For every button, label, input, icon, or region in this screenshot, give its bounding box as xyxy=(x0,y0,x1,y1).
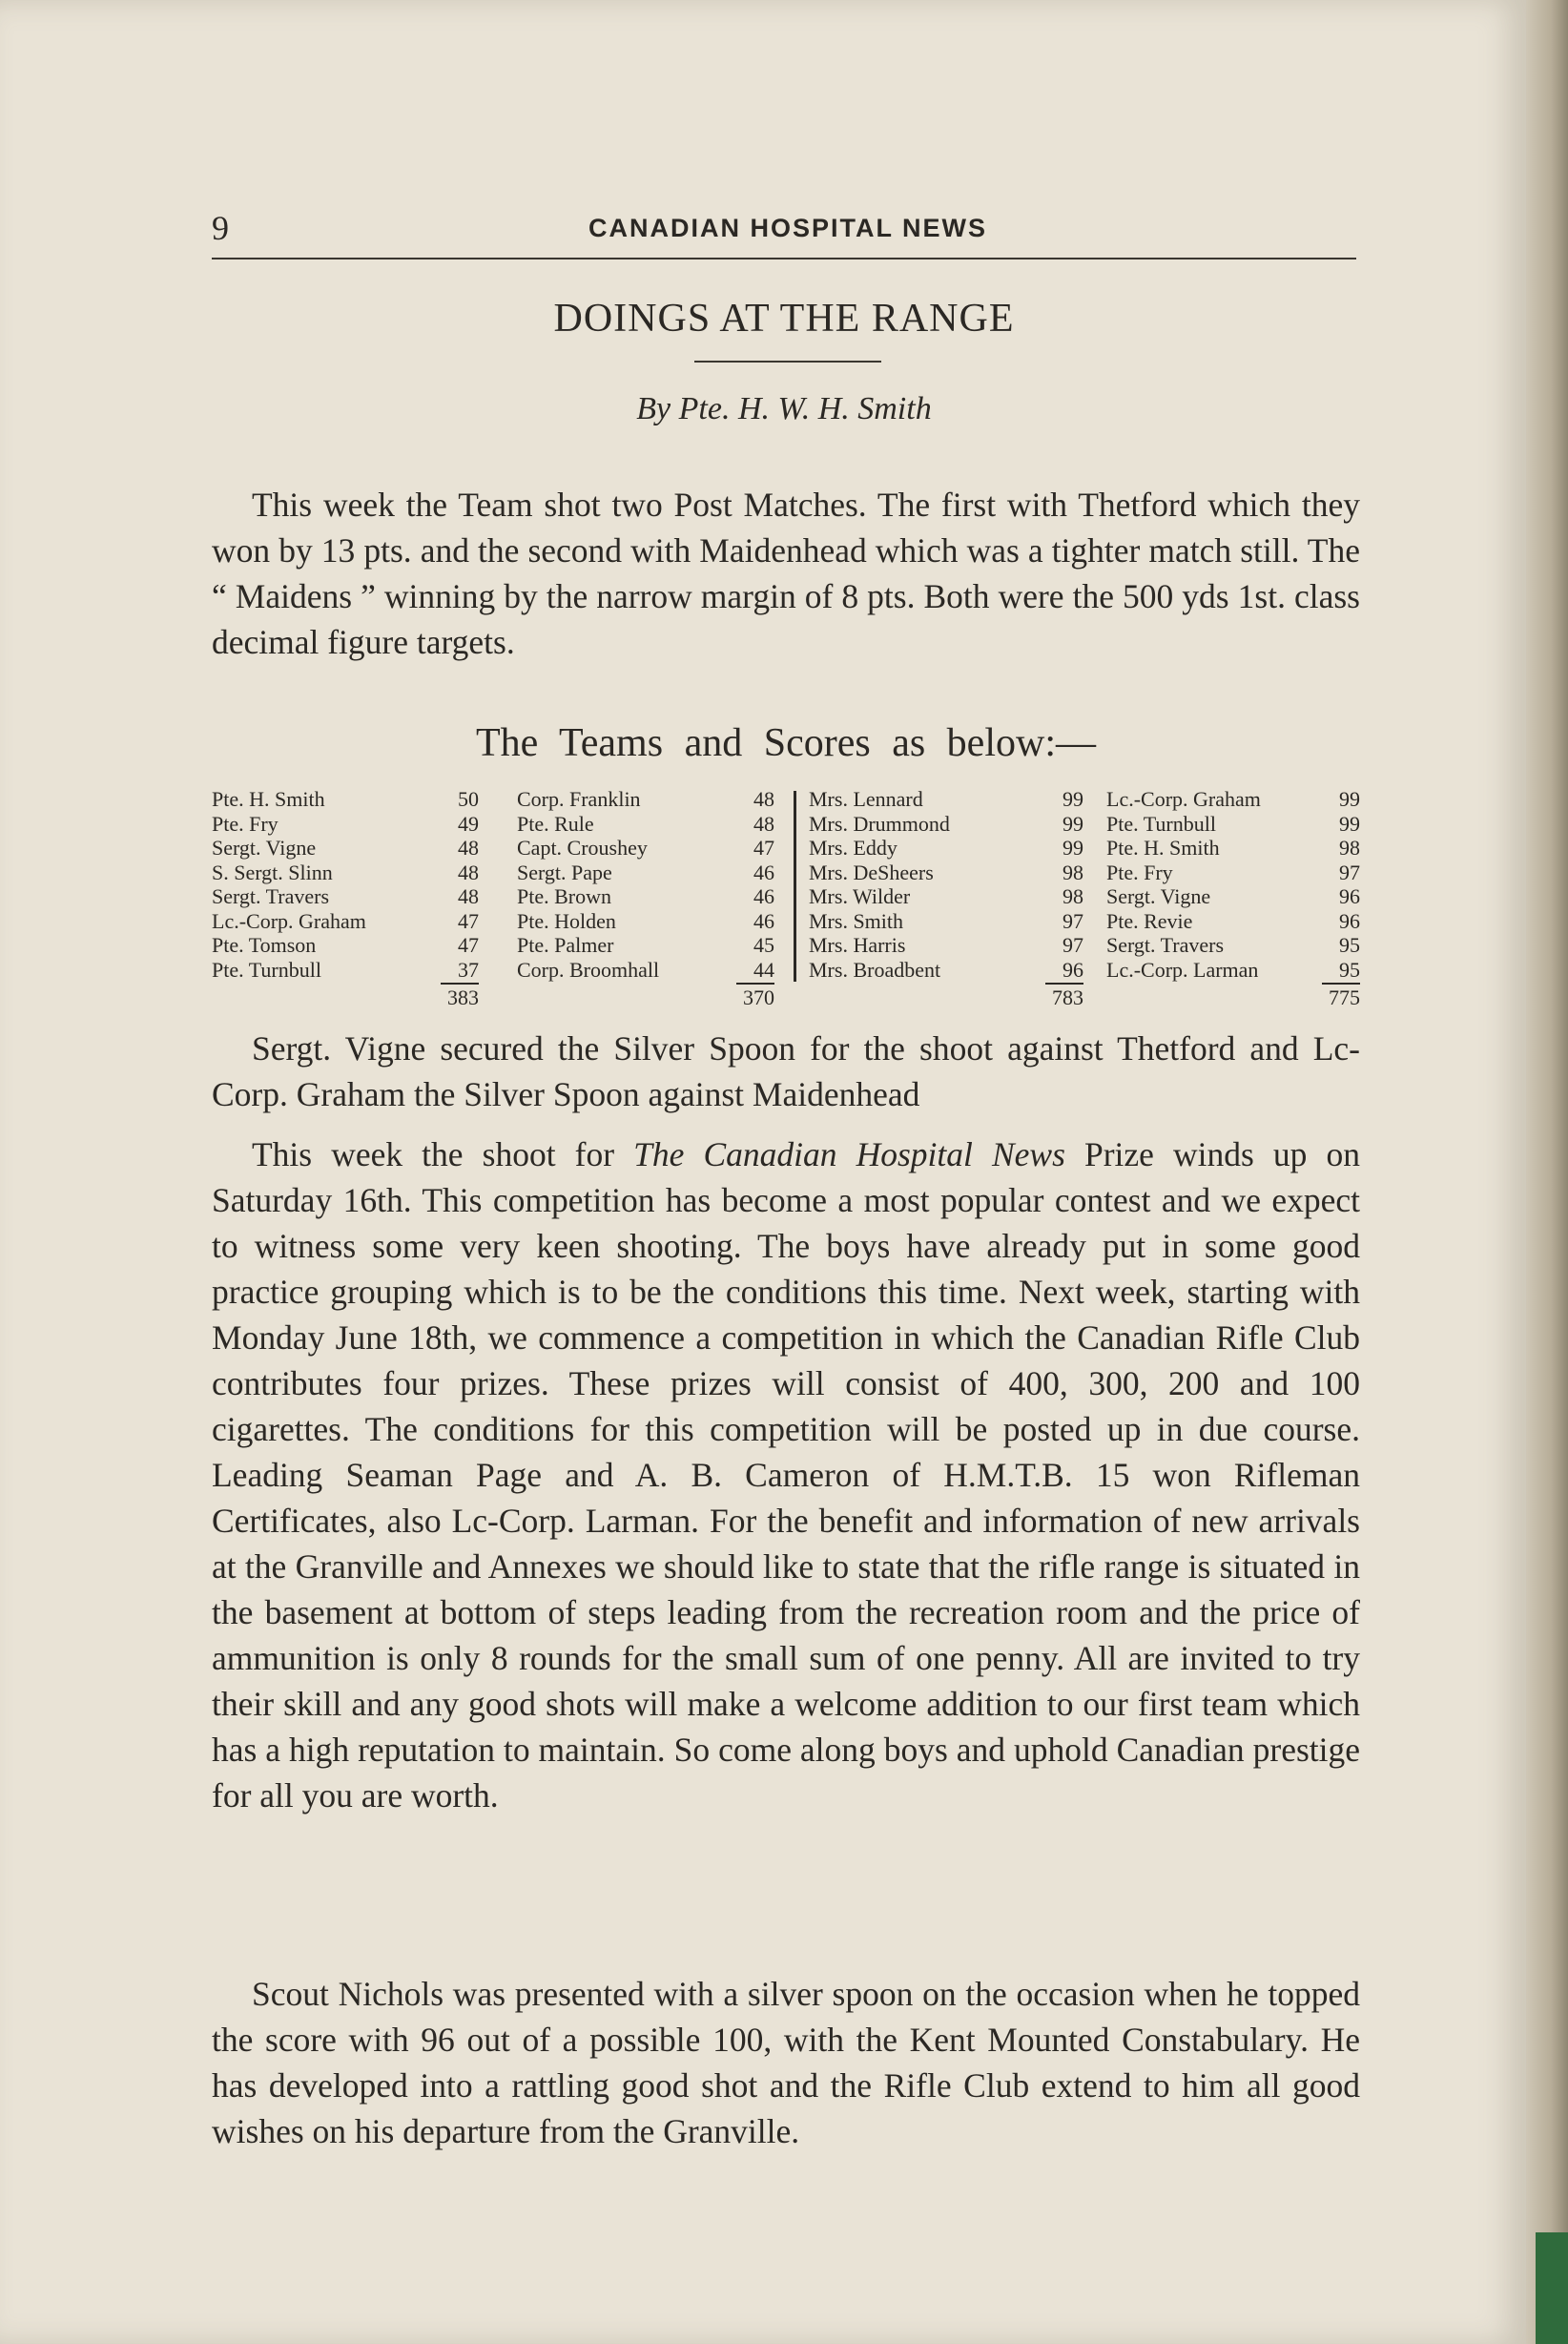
shooter-score: 96 xyxy=(1339,908,1360,933)
shooter-name: Pte. Holden xyxy=(517,908,616,933)
score-column xyxy=(809,787,1085,1009)
score-row xyxy=(1106,884,1360,909)
title-rule xyxy=(694,361,881,363)
score-column xyxy=(212,787,479,1009)
shooter-name: Corp. Broomhall xyxy=(517,957,660,982)
shooter-score: 95 xyxy=(1339,957,1360,982)
shooter-score: 50 xyxy=(458,787,479,811)
shooter-score: 48 xyxy=(753,787,774,811)
shooter-score: 47 xyxy=(458,933,479,957)
page-edge xyxy=(1526,0,1568,2344)
column-separator xyxy=(794,791,796,982)
shooter-score: 99 xyxy=(1063,836,1083,860)
score-row xyxy=(1106,836,1360,861)
shooter-name: Pte. Fry xyxy=(1106,860,1173,884)
shooter-score: 47 xyxy=(458,908,479,933)
score-row xyxy=(809,787,1085,812)
shooter-score: 48 xyxy=(458,860,479,884)
shooter-score: 96 xyxy=(1339,884,1360,908)
shooter-score: 98 xyxy=(1339,836,1360,860)
page-header xyxy=(212,208,1356,261)
paragraph-2: Sergt. Vigne secured the Silver Spoon for the shoot against Thetford and Lc-Corp. Graham the Silver Spoon against Maidenhead xyxy=(212,1029,1360,1113)
score-row xyxy=(212,909,479,934)
shooter-score: 97 xyxy=(1063,933,1083,957)
article-title: DOINGS AT THE RANGE xyxy=(553,297,1015,341)
shooter-score: 98 xyxy=(1063,884,1083,908)
team-total: 383 xyxy=(447,985,479,1009)
shooter-name: Lc.-Corp. Larman xyxy=(1106,957,1259,982)
shooter-name: Mrs. Smith xyxy=(809,908,904,933)
shooter-score: 45 xyxy=(753,933,774,957)
total-rule xyxy=(441,983,479,985)
shooter-name: Corp. Franklin xyxy=(517,787,641,811)
shooter-name: Pte. Brown xyxy=(517,884,611,908)
shooter-score: 97 xyxy=(1063,908,1083,933)
shooter-score: 95 xyxy=(1339,933,1360,957)
publication-title: The Canadian Hospital News xyxy=(633,1135,1065,1173)
teams-heading: The Teams and Scores as below:— xyxy=(476,721,1096,765)
paragraph-4: Scout Nichols was presented with a silver spoon on the occasion when he topped the score with 96 out of a possible 100, with the Kent Mounted Constabulary. He has developed into a rattling good shot and the Rifle Club extend to him all good wishes on his departure from the Granville. xyxy=(212,1975,1360,2150)
shooter-score: 99 xyxy=(1339,787,1360,811)
score-row xyxy=(1106,958,1360,983)
score-row xyxy=(809,812,1085,837)
shooter-name: Mrs. Lennard xyxy=(809,787,923,811)
scores-table xyxy=(212,787,1360,1016)
shooter-name: Mrs. DeSheers xyxy=(809,860,934,884)
total-rule xyxy=(1322,983,1360,985)
header-rule xyxy=(212,258,1356,259)
team-total: 783 xyxy=(1052,985,1083,1009)
score-row xyxy=(517,861,784,885)
shooter-score: 96 xyxy=(1063,957,1083,982)
score-row xyxy=(212,787,479,812)
shooter-name: Sergt. Travers xyxy=(212,884,330,908)
shooter-score: 98 xyxy=(1063,860,1083,884)
shooter-score: 46 xyxy=(753,860,774,884)
shooter-score: 47 xyxy=(753,836,774,860)
score-row xyxy=(1106,909,1360,934)
cover-edge xyxy=(1536,2232,1568,2344)
shooter-score: 99 xyxy=(1063,787,1083,811)
score-row xyxy=(809,909,1085,934)
paragraph-1: This week the Team shot two Post Matches. The first with Thetford which they won by 13 pts. and the second with Maidenhead which was a tighter match still. The “ Maidens ” winning by the narrow margin of 8 pts. Both were the 500 yds 1st. class decimal figure targets. xyxy=(212,486,1360,661)
shooter-name: Pte. Turnbull xyxy=(212,957,321,982)
score-row xyxy=(212,958,479,983)
shooter-name: Pte. Tomson xyxy=(212,933,317,957)
score-row xyxy=(1106,812,1360,837)
shooter-score: 97 xyxy=(1339,860,1360,884)
total-rule xyxy=(736,983,774,985)
score-row xyxy=(809,884,1085,909)
paragraph-3-start: This week the shoot for xyxy=(252,1135,634,1173)
shooter-name: Sergt. Vigne xyxy=(1106,884,1211,908)
score-column xyxy=(517,787,784,1009)
shooter-name: Lc.-Corp. Graham xyxy=(212,908,366,933)
score-row xyxy=(1106,861,1360,885)
score-row xyxy=(517,812,784,837)
shooter-name: Pte. Palmer xyxy=(517,933,614,957)
running-title: CANADIAN HOSPITAL NEWS xyxy=(588,214,988,242)
shooter-score: 48 xyxy=(458,836,479,860)
shooter-name: Mrs. Harris xyxy=(809,933,906,957)
shooter-score: 46 xyxy=(753,884,774,908)
score-row xyxy=(809,958,1085,983)
shooter-name: Capt. Croushey xyxy=(517,836,648,860)
shooter-name: Mrs. Broadbent xyxy=(809,957,941,982)
shooter-name: Pte. Revie xyxy=(1106,908,1193,933)
shooter-score: 44 xyxy=(753,957,774,982)
team-total: 775 xyxy=(1329,985,1360,1009)
score-row xyxy=(212,812,479,837)
shooter-score: 48 xyxy=(753,811,774,836)
shooter-score: 99 xyxy=(1339,811,1360,836)
shooter-score: 49 xyxy=(458,811,479,836)
score-row xyxy=(1106,933,1360,958)
page-number: 9 xyxy=(212,209,229,247)
score-row xyxy=(1106,787,1360,812)
score-row xyxy=(517,958,784,983)
total-rule xyxy=(1045,983,1083,985)
shooter-name: Pte. Fry xyxy=(212,811,279,836)
shooter-name: S. Sergt. Slinn xyxy=(212,860,333,884)
shooter-score: 46 xyxy=(753,908,774,933)
score-row xyxy=(517,787,784,812)
shooter-name: Mrs. Eddy xyxy=(809,836,897,860)
team-total: 370 xyxy=(743,985,774,1009)
shooter-name: Mrs. Wilder xyxy=(809,884,911,908)
shooter-name: Sergt. Vigne xyxy=(212,836,317,860)
shooter-score: 37 xyxy=(458,957,479,982)
score-row xyxy=(809,836,1085,861)
shooter-name: Sergt. Pape xyxy=(517,860,612,884)
shooter-score: 48 xyxy=(458,884,479,908)
score-row xyxy=(517,909,784,934)
article-byline: By Pte. H. W. H. Smith xyxy=(636,391,932,426)
score-row xyxy=(212,836,479,861)
shooter-name: Pte. H. Smith xyxy=(212,787,325,811)
score-column xyxy=(1106,787,1360,1009)
shooter-score: 99 xyxy=(1063,811,1083,836)
shooter-name: Pte. Turnbull xyxy=(1106,811,1216,836)
score-row xyxy=(517,884,784,909)
shooter-name: Sergt. Travers xyxy=(1106,933,1225,957)
paragraph-3-rest: Prize winds up on Saturday 16th. This competition has become a most popular contest and we expect to witness some very keen shooting. The boys have already put in some good practice grouping which is to be the conditions this time. Next week, starting with Monday June 18th, we commence a competition in which the Canadian Rifle Club contributes four prizes. These prizes will consist of 400, 300, 200 and 100 cigarettes. The conditions for this competition will be posted up in due course. Leading Seaman Page and A. B. Cameron of H.M.T.B. 15 won Rifleman Certificates, also Lc-Corp. Larman. For the benefit and information of new arrivals at the Granville and Annexes we should like to state that the rifle range is situated in the basement at bottom of steps leading from the recreation room and the price of ammunition is only 8 rounds for the small sum of one penny. All are invited to try their skill and any good shots will make a welcome addition to our first team which has a high reputation to maintain. So come along boys and uphold Canadian prestige for all you are worth. xyxy=(212,1135,1360,1815)
score-row xyxy=(212,861,479,885)
score-row xyxy=(212,884,479,909)
paragraph-3 xyxy=(212,1131,1360,1818)
shooter-name: Lc.-Corp. Graham xyxy=(1106,787,1261,811)
score-row xyxy=(517,933,784,958)
shooter-name: Pte. H. Smith xyxy=(1106,836,1220,860)
score-row xyxy=(212,933,479,958)
score-row xyxy=(809,861,1085,885)
score-row xyxy=(809,933,1085,958)
shooter-name: Mrs. Drummond xyxy=(809,811,950,836)
score-row xyxy=(517,836,784,861)
shooter-name: Pte. Rule xyxy=(517,811,594,836)
